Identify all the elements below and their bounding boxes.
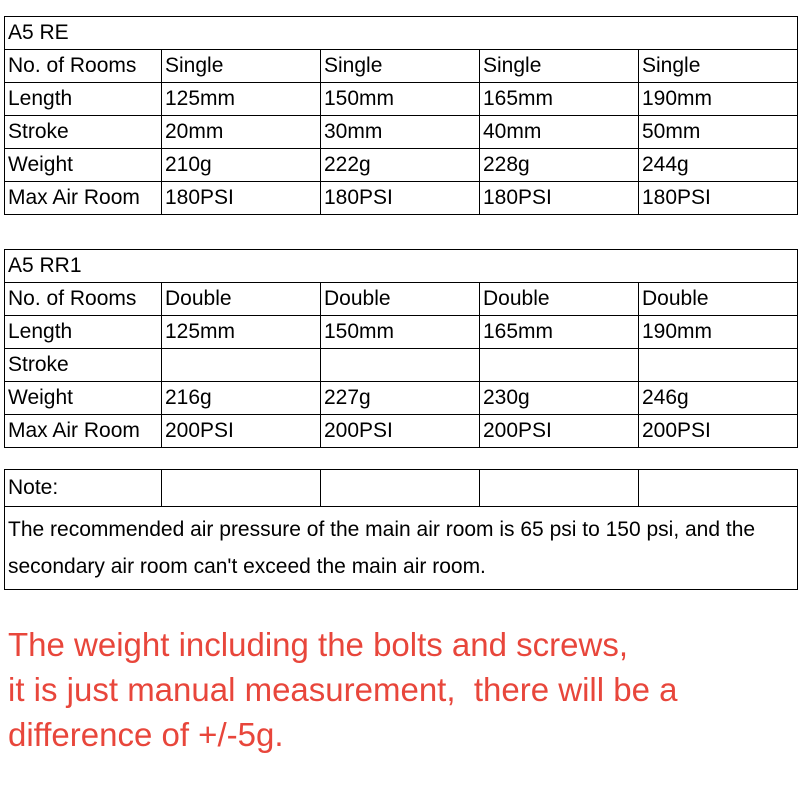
table-cell xyxy=(162,349,321,382)
note-label: Note: xyxy=(5,470,162,507)
table-cell: Single xyxy=(321,50,480,83)
table-cell: 200PSI xyxy=(162,415,321,448)
table-row xyxy=(5,182,798,215)
table-cell: 20mm xyxy=(162,116,321,149)
table-cell: Single xyxy=(162,50,321,83)
note-table xyxy=(4,469,798,590)
table-title-row xyxy=(5,17,798,50)
table-cell xyxy=(480,470,639,507)
table-cell: 244g xyxy=(639,149,798,182)
table-row xyxy=(5,83,798,116)
table-cell xyxy=(639,470,798,507)
table-cell xyxy=(639,349,798,382)
table-row xyxy=(5,349,798,382)
row-label: Max Air Room xyxy=(5,415,162,448)
table-row xyxy=(5,50,798,83)
table-cell xyxy=(162,470,321,507)
table-row xyxy=(5,149,798,182)
row-label: Length xyxy=(5,83,162,116)
row-label: Weight xyxy=(5,149,162,182)
table-cell: Double xyxy=(480,283,639,316)
table-cell: Double xyxy=(639,283,798,316)
table-cell: 200PSI xyxy=(321,415,480,448)
table-title: A5 RE xyxy=(5,17,798,50)
table-row xyxy=(5,415,798,448)
table-cell: 246g xyxy=(639,382,798,415)
table-cell: 180PSI xyxy=(639,182,798,215)
row-label: No. of Rooms xyxy=(5,283,162,316)
row-label: Max Air Room xyxy=(5,182,162,215)
disclaimer-line: difference of +/-5g. xyxy=(8,716,284,753)
table-cell: 210g xyxy=(162,149,321,182)
table-cell: Single xyxy=(639,50,798,83)
table-cell: Double xyxy=(162,283,321,316)
table-cell: 125mm xyxy=(162,316,321,349)
row-label: Stroke xyxy=(5,116,162,149)
table-cell: 222g xyxy=(321,149,480,182)
disclaimer-line: The weight including the bolts and screws, xyxy=(8,626,629,663)
table-cell: 180PSI xyxy=(321,182,480,215)
disclaimer-line: it is just manual measurement, there will be a xyxy=(8,671,678,708)
table-cell: Single xyxy=(480,50,639,83)
spec-table-a5-rr1 xyxy=(4,249,798,448)
table-cell: 230g xyxy=(480,382,639,415)
table-cell: 200PSI xyxy=(480,415,639,448)
row-label: Weight xyxy=(5,382,162,415)
note-body-row xyxy=(5,507,798,590)
table-cell: 180PSI xyxy=(162,182,321,215)
table-title: A5 RR1 xyxy=(5,250,798,283)
row-label: No. of Rooms xyxy=(5,50,162,83)
table-cell xyxy=(321,349,480,382)
table-title-row xyxy=(5,250,798,283)
table-row xyxy=(5,316,798,349)
table-cell: 216g xyxy=(162,382,321,415)
table-cell: 50mm xyxy=(639,116,798,149)
table-cell: 40mm xyxy=(480,116,639,149)
table-cell: 125mm xyxy=(162,83,321,116)
spec-table-a5-re xyxy=(4,16,798,215)
table-row xyxy=(5,283,798,316)
table-cell: 165mm xyxy=(480,316,639,349)
row-label: Length xyxy=(5,316,162,349)
table-cell: 200PSI xyxy=(639,415,798,448)
table-cell xyxy=(321,470,480,507)
table-cell: 190mm xyxy=(639,316,798,349)
note-header-row xyxy=(5,470,798,507)
table-cell: 150mm xyxy=(321,83,480,116)
note-text: The recommended air pressure of the main air room is 65 psi to 150 psi, and the secondary air room can't exceed the main air room. xyxy=(5,507,798,590)
table-cell: Double xyxy=(321,283,480,316)
table-row xyxy=(5,116,798,149)
row-label: Stroke xyxy=(5,349,162,382)
table-cell: 165mm xyxy=(480,83,639,116)
table-cell: 150mm xyxy=(321,316,480,349)
table-row xyxy=(5,382,798,415)
table-cell: 180PSI xyxy=(480,182,639,215)
table-cell: 30mm xyxy=(321,116,480,149)
table-cell xyxy=(480,349,639,382)
table-cell: 227g xyxy=(321,382,480,415)
weight-disclaimer xyxy=(8,622,793,757)
table-cell: 228g xyxy=(480,149,639,182)
table-cell: 190mm xyxy=(639,83,798,116)
